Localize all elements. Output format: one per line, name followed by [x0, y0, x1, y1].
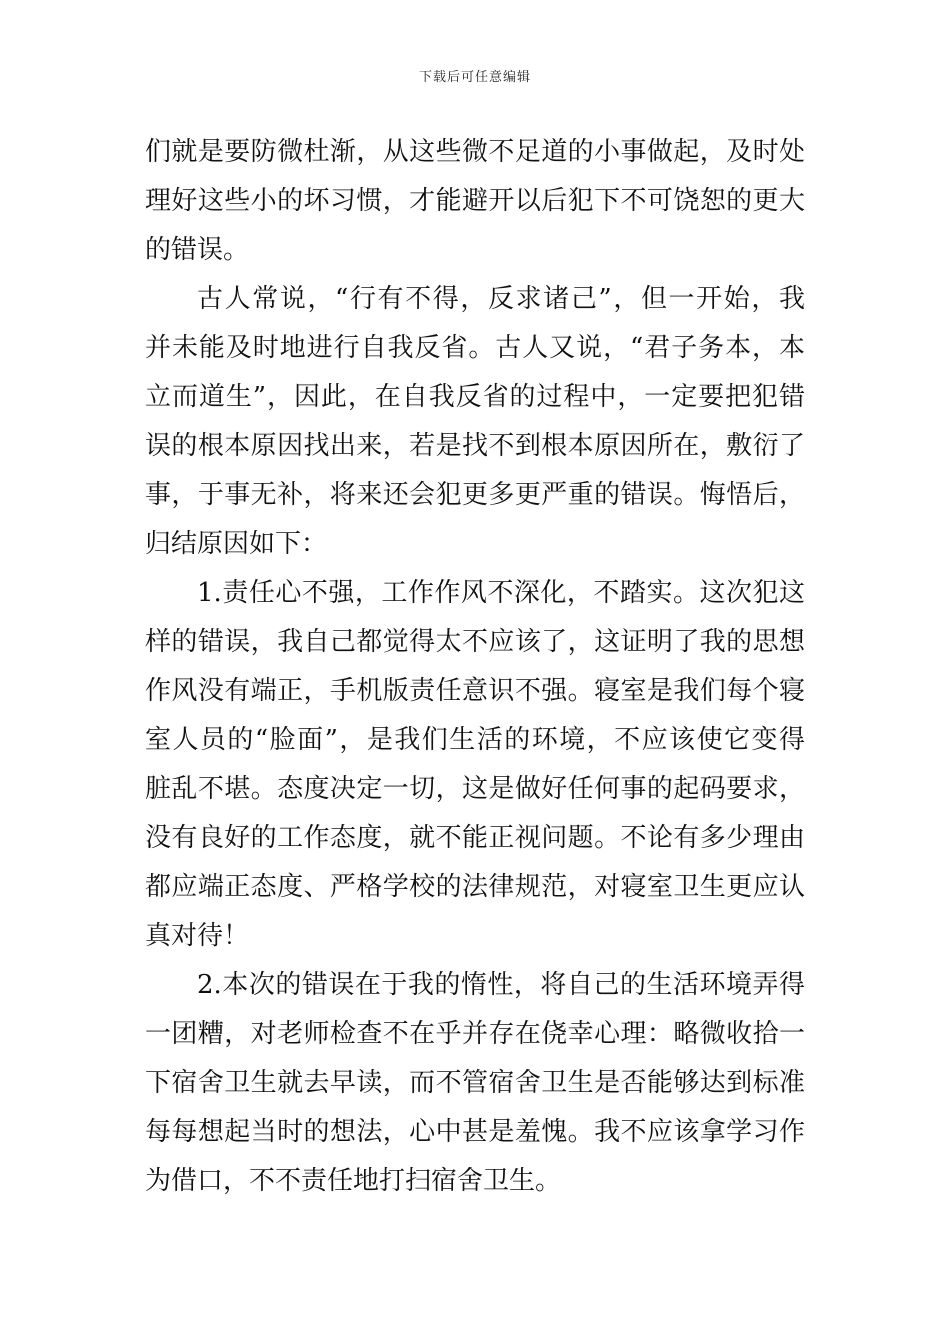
text-line: 真对待！ [145, 921, 250, 951]
document-body [145, 128, 805, 1206]
text-line: 室人员的“脸面”，是我们生活的环境，不应该使它变得 [145, 725, 805, 755]
text-line: 为借口，不不责任地打扫宿舍卫生。 [145, 1166, 562, 1196]
text-line: 下宿舍卫生就去早读，而不管宿舍卫生是否能够达到标准 [145, 1068, 805, 1098]
text-line: 理好这些小的坏习惯，才能避开以后犯下不可饶恕的更大 [145, 186, 805, 216]
text-line: 们就是要防微杜渐，从这些微不足道的小事做起，及时处 [145, 137, 805, 167]
paragraph-first-line: 古人常说，“行有不得，反求诸己”，但一开始，我 [197, 284, 805, 314]
page-header: 下载后可任意编辑 [418, 70, 531, 85]
text-line: 立而道生”，因此，在自我反省的过程中，一定要把犯错 [145, 382, 805, 412]
text-line: 作风没有端正，手机版责任意识不强。寝室是我们每个寝 [145, 676, 805, 706]
text-line: 脏乱不堪。态度决定一切，这是做好任何事的起码要求， [145, 774, 805, 804]
text-line: 事，于事无补，将来还会犯更多更严重的错误。悔悟后， [145, 480, 805, 510]
text-line: 归结原因如下： [145, 529, 328, 559]
paragraph-first-line: 2.本次的错误在于我的惰性，将自己的生活环境弄得 [197, 970, 805, 1000]
text-line: 每每想起当时的想法，心中甚是羞愧。我不应该拿学习作 [145, 1117, 805, 1147]
text-line: 一团糟，对老师检查不在乎并存在侥幸心理：略微收拾一 [145, 1019, 805, 1049]
text-line: 没有良好的工作态度，就不能正视问题。不论有多少理由 [145, 823, 805, 853]
text-line: 都应端正态度、严格学校的法律规范，对寝室卫生更应认 [145, 872, 805, 902]
text-line: 误的根本原因找出来，若是找不到根本原因所在，敷衍了 [145, 431, 805, 461]
paragraph-first-line: 1.责任心不强，工作作风不深化，不踏实。这次犯这 [197, 578, 805, 608]
text-line: 并未能及时地进行自我反省。古人又说，“君子务本，本 [145, 333, 805, 363]
text-line: 样的错误，我自己都觉得太不应该了，这证明了我的思想 [145, 627, 805, 657]
text-line: 的错误。 [145, 235, 250, 265]
